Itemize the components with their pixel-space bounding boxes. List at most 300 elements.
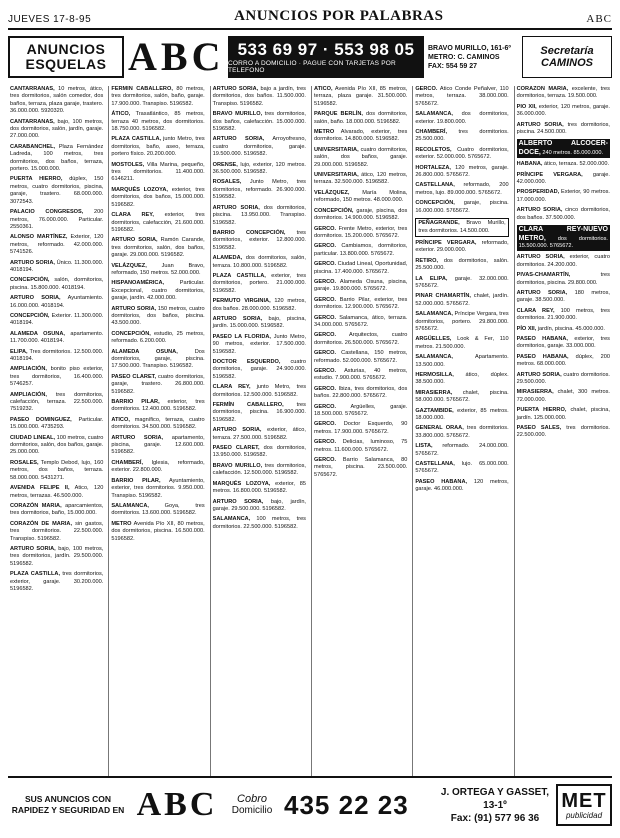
ad-text: Frente Metro, exterior, tres dormitorios. 15.200.000. 5765672.: [313, 225, 408, 239]
classified-column: [311, 86, 409, 778]
ad-text: Barrio Salamanca, 80 metros, piscina. 23.500.000. 5765672.: [313, 457, 408, 478]
classified-ad: [111, 417, 204, 432]
ad-text: Delicias, luminoso, 75 metros. 11.600.000. 5765672.: [313, 439, 408, 453]
ad-heading: ALAMEDA OSUNA,: [10, 330, 65, 337]
ad-heading: CLARA REY,: [111, 212, 154, 219]
ad-heading: ROSALES,: [212, 179, 242, 186]
ad-heading: PRÍNCIPE VERGARA,: [415, 239, 477, 246]
classified-ad: [517, 425, 610, 440]
ad-text: exterior, 120 metros, garaje. 36.000.000.: [516, 103, 610, 118]
classified-ad: [314, 439, 407, 454]
ad-text: Argüelles, garaje. 18.500.000. 5765672.: [313, 403, 408, 418]
classified-ad: [415, 461, 508, 476]
ad-text: apartamento. 11.700.000. 4018194.: [10, 330, 104, 345]
ad-text: reformado, exterior. 29.000.000.: [415, 239, 509, 254]
ad-heading: MIRASIERRA,: [415, 389, 453, 396]
classified-ad: [213, 255, 306, 270]
ad-text: dos dormitorios, salón, terraza. 10.800.000. 5196582.: [212, 255, 306, 269]
ad-text: garaje, piscina, dos dormitorios. 14.900.000. 5196582.: [313, 207, 408, 222]
ad-heading: ARTURO SORIA,: [212, 136, 265, 143]
ad-heading: GERCO.: [313, 385, 337, 392]
ad-text: apartamento, piscina, garaje. 12.600.000. 5196582.: [111, 434, 205, 456]
ad-text: bajo a jardín, tres dormitorios, dos baños. 11.500.000. Transpiso. 5196582.: [212, 86, 306, 107]
ad-heading: CASTELLANA,: [415, 461, 455, 468]
classified-ad: [10, 503, 103, 518]
ad-heading: ARTURO SORIA,: [10, 545, 56, 552]
classified-ad: [213, 316, 306, 331]
ad-text: tres dormitorios, dos baños, calefacción. 15.000.000. 5196582.: [212, 111, 306, 133]
ad-text: Salamanca, ático, terraza. 34.000.000. 5765672.: [313, 314, 408, 328]
classified-ad: [517, 104, 610, 119]
classified-ad: [111, 187, 204, 209]
ad-text: garaje, piscina. 16.000.000. 5765672.: [415, 200, 509, 214]
ad-text: chalet, jardín. 52.000.000. 5765672.: [415, 293, 509, 307]
classified-ad: [314, 226, 407, 241]
ad-text: Avenida Pío XII, 85 metros, terraza, plaza garaje. 31.500.000. 5196582.: [313, 86, 408, 107]
classified-ad: [111, 399, 204, 414]
classified-ad: [213, 499, 306, 514]
ad-heading: ARTURO SORIA,: [516, 254, 565, 261]
ad-text: Ayuntamiento, exterior, tres dormitorios. 9.950.000. Transpiso. 5196582.: [111, 477, 205, 499]
ad-text: Exterior. 11.300.000. 4018194.: [10, 312, 104, 327]
classified-ad: [314, 297, 407, 312]
ad-heading: CONCEPCIÓN,: [313, 207, 354, 214]
ad-heading: GERCO.: [313, 314, 337, 321]
ad-text: dos dormitorios. 15.500.000. 5765672.: [518, 235, 608, 249]
ad-text: 10 metros, ático, tres dormitorios, salón comedor, dos baños, terraza, plaza garaje, trastero. 36.000.000. 5920320.: [10, 86, 104, 115]
ad-text: lujo. 65.000.000. 5765672.: [415, 461, 509, 475]
classified-ad: [314, 86, 407, 108]
classified-ad: [111, 263, 204, 278]
ad-text: tres dormitorios, piscina. 24.500.000.: [516, 121, 610, 136]
classified-ad: [10, 546, 103, 568]
classified-ad: [314, 350, 407, 365]
classified-ad: [415, 200, 508, 215]
ad-text: magnífico, terraza, cuatro dormitorios. 34.500.000. 5196582.: [111, 416, 205, 431]
ad-heading: GAZTAMBIDE,: [415, 407, 454, 414]
classified-ad: [314, 208, 407, 223]
ad-heading: GERCO.: [313, 403, 337, 410]
ad-heading: HISPANOAMÉRICA,: [111, 280, 165, 287]
ad-heading: PRÍNCIPE VERGARA,: [516, 171, 583, 178]
ad-text: 100 metros, tres dormitorios. 21.900.000.: [516, 307, 610, 322]
ad-text: Dos dormitorios, garaje, piscina. 17.500.000. Transpiso. 5196582.: [111, 348, 205, 370]
classified-ad: [314, 457, 407, 479]
ad-text: Particular. 15.000.000. 4735293.: [10, 416, 104, 431]
classified-ad: [111, 349, 204, 371]
ad-text: tres dormitorios, calefacción, terraza. 22.500.000. 7519232.: [10, 391, 104, 413]
ad-heading: GERCO.: [313, 296, 337, 303]
classified-column: [108, 86, 206, 778]
abc-logo: ABC: [128, 34, 225, 79]
classified-ad: [517, 354, 610, 369]
ad-heading: CONCEPCIÓN,: [111, 330, 151, 337]
ad-text: Particular. Excepcional, cuatro dormitorios, garaje, jardín. 42.000.000.: [111, 280, 205, 302]
ad-text: bajo, jardín, garaje. 29.500.000. 5196582.: [212, 498, 306, 512]
ad-heading: CORAZÓN MARIA,: [516, 86, 569, 92]
ad-heading: PASEO SALES,: [516, 425, 562, 432]
classified-ad: [517, 139, 610, 158]
ad-text: ático, terraza. 52.000.000.: [544, 161, 609, 168]
ad-text: Alvarado, exterior, tres dormitorios. 14.800.000. 5196582.: [313, 129, 408, 143]
classified-ad: [517, 407, 610, 422]
classified-ad: [415, 218, 508, 237]
ad-heading: BARRIO PILAR,: [111, 477, 161, 484]
ad-text: Iglesia, reformado, exterior. 22.800.000.: [111, 459, 205, 474]
ad-heading: DOCTOR ESQUERDO,: [212, 359, 281, 365]
ad-heading: CANTARRANAS,: [10, 86, 55, 92]
ad-heading: MARQUÉS LOZOYA,: [111, 186, 168, 193]
ad-text: exterior, tres dormitorios. 12.400.000. 5196582.: [111, 399, 205, 413]
ad-heading: ARGÜELLES,: [415, 336, 452, 343]
ad-text: reformado. 24.000.000. 5765672.: [415, 443, 509, 457]
classified-ad: [111, 162, 204, 184]
ad-heading: ALAMEDA OSUNA,: [111, 348, 178, 355]
ad-text: dos dormitorios, salón. 25.500.000.: [415, 257, 509, 272]
ad-text: tres dormitorios. 25.500.000.: [415, 129, 509, 143]
classified-ad: [415, 165, 508, 180]
ad-text: Atico, 120 metros, terrazas. 46.500.000.: [10, 485, 104, 499]
ad-heading: ALAMEDA,: [212, 255, 243, 262]
ad-text: Castellana, 150 metros, reformado. 52.000.000. 5765672.: [313, 350, 408, 364]
ad-text: chalet, piscina. 58.000.000. 5765672.: [415, 389, 509, 404]
ad-heading: LA ELIPA,: [415, 275, 448, 282]
phone-numbers: 533 69 97 · 553 98 05: [237, 40, 415, 59]
phone-subtitle: CORRO A DOMICILIO · PAGUE CON TARJETAS POR TELEFONO: [228, 60, 396, 74]
classified-ad: [213, 298, 306, 313]
ad-heading: GERCO.: [313, 261, 337, 268]
ad-heading: PARQUE BERLÍN,: [313, 111, 363, 118]
ad-text: Exterior, 90 metros. 17.000.000.: [516, 189, 610, 203]
classified-ad: [213, 230, 306, 252]
classified-ad: [10, 119, 103, 141]
ad-heading: ATICO,: [111, 416, 130, 423]
ad-heading: BRAVO MURILLO,: [212, 111, 263, 118]
classified-ad: [10, 209, 103, 231]
ad-heading: AVENIDA FELIPE II,: [10, 485, 70, 492]
classified-ad: [10, 260, 103, 275]
classified-ad: [415, 479, 508, 494]
ad-heading: GERCO.: [313, 225, 337, 232]
ad-heading: ATICO,: [313, 86, 333, 92]
ad-heading: PASEO HABANA,: [516, 353, 569, 360]
ad-text: tres dormitorios. 33.800.000. 5765672.: [415, 425, 509, 439]
ad-text: 240 metros. 85.000.000.: [542, 149, 604, 156]
classified-ad: [415, 86, 508, 108]
ad-heading: ARTURO SORIA,: [516, 371, 562, 378]
ad-heading: CONCEPCIÓN,: [415, 200, 455, 207]
classified-ad: [415, 425, 508, 440]
ad-heading: MIRASIERRA,: [516, 389, 554, 396]
ad-text: dos dormitorios, 13.950.000. 5196582.: [212, 445, 306, 459]
ad-heading: SALAMANCA,: [415, 111, 453, 118]
brand-label: ABC: [586, 13, 612, 25]
ad-text: 80 metros, tres dormitorios, salón, baño, garaje. 17.900.000. Transpiso. 5196582.: [111, 86, 205, 107]
classified-ad: [415, 311, 508, 333]
classified-ad: [517, 372, 610, 387]
ad-heading: PUERTA HIERRO,: [10, 176, 63, 183]
classified-ad: [213, 273, 306, 295]
classified-ad: [517, 189, 610, 204]
ad-text: Alameda Osuna, piscina, garaje. 19.800.000. 5765672.: [313, 278, 408, 293]
classified-ad: [213, 136, 306, 158]
ad-text: reformado, 200 metros, lujo. 89.000.000. 5765672.: [415, 182, 509, 196]
ad-text: cuatro dormitorios, salón, dos baños, garaje. 29.000.000. 5196582.: [313, 146, 408, 168]
ad-heading: PLAZA CASTILLA,: [111, 136, 162, 143]
classified-ad: [10, 295, 103, 310]
classified-ad: [111, 111, 204, 133]
classified-ad: [517, 225, 610, 251]
ad-text: cuatro dormitorios, garaje. 24.900.000. 5196582.: [212, 359, 306, 380]
ad-heading: AMPLIACIÓN,: [10, 366, 47, 373]
classified-ad: [111, 280, 204, 302]
classified-ad: [10, 331, 103, 346]
ad-text: exterior, tres dormitorios, portero. 21.000.000. 5196582.: [212, 272, 306, 294]
ad-text: aparcamientos, tres dormitorios, baño, 15.000.000.: [10, 502, 104, 517]
ad-text: excelente, tres dormitorios, terraza. 19.500.000.: [516, 86, 610, 100]
ad-heading: BARRIO CONCEPCIÓN,: [212, 229, 286, 236]
classified-ad: [10, 313, 103, 328]
ad-heading: CHAMBERÍ,: [415, 129, 448, 136]
ad-text: junto Metro, tres dormitorios. 12.500.000. 5196582.: [212, 384, 306, 398]
classified-ad: [111, 521, 204, 543]
classified-ad: [213, 179, 306, 201]
ad-heading: AMPLIACIÓN,: [10, 391, 47, 398]
classified-ad: [213, 516, 306, 531]
classified-ad: [213, 86, 306, 108]
ad-text: tres dormitorios, calefacción. 12.500.000. 5196582.: [212, 462, 306, 477]
classified-ad: [213, 111, 306, 133]
masthead: [8, 34, 612, 80]
ad-text: 150 metros, cuatro dormitorios, dos baños, piscina. 43.500.000.: [111, 305, 205, 327]
footer-address: J. ORTEGA Y GASSET, 13-1º Fax: (91) 577 96 36: [440, 786, 550, 824]
ad-heading: LISTA,: [415, 443, 433, 450]
classified-ad: [314, 243, 407, 258]
ad-text: Ático Conde Peñalver, 110 metros, terraza. 38.000.000. 5765672.: [415, 86, 509, 107]
ad-heading: ARTURO SORIA,: [111, 305, 157, 312]
section-title: ANUNCIOS POR PALABRAS: [234, 8, 444, 24]
ad-heading: SALAMANCA,: [111, 502, 149, 509]
classified-ad: [213, 402, 306, 424]
ad-heading: GERCO.: [415, 86, 438, 92]
classified-ad: [517, 336, 610, 351]
classified-ad: [314, 279, 407, 294]
ad-text: tres dormitorios, exterior, garaje. 30.200.000. 5196582.: [10, 571, 104, 592]
ad-text: Juan Bravo, reformado, 150 metros. 52.000.000.: [111, 262, 205, 276]
ad-text: garaje. 42.000.000.: [516, 171, 610, 186]
classified-ad: [415, 408, 508, 423]
ad-text: Avenida Pío XII, 80 metros, dos dormitorios, piscina. 16.500.000. 5196582.: [111, 520, 205, 542]
classified-ad: [415, 443, 508, 458]
ad-heading: CLARA REY-NUEVO METRO,: [518, 226, 608, 242]
ad-heading: PEÑAGRANDE,: [418, 220, 460, 227]
ad-text: lujo, exterior, 120 metros. 36.500.000. 5196582.: [212, 161, 306, 176]
ad-text: chalet, piscina, jardín. 125.000.000.: [516, 407, 610, 421]
classified-ad: [111, 136, 204, 158]
ad-text: Ibiza, tres dormitorios, dos baños. 22.800.000. 5765672.: [313, 385, 408, 400]
ad-heading: GERCO.: [313, 332, 337, 339]
classified-ad: [517, 207, 610, 222]
ad-heading: PASEO LA FLORIDA,: [212, 333, 271, 340]
ad-text: exterior, 85 metros. 18.000.000.: [415, 407, 509, 422]
ad-text: Villa Marina, pequeño, tres dormitorios. 11.400.000. 6146211.: [111, 161, 205, 183]
ad-heading: PERMUTO VIRGINIA,: [212, 298, 271, 305]
ad-heading: CORAZÓN DE MARIA,: [10, 520, 73, 527]
ad-text: bonito piso exterior, tres dormitorios, 16.400.000. 5746257.: [10, 366, 104, 388]
ad-heading: CARABANCHEL,: [10, 143, 56, 150]
ad-heading: PASEO HABANA,: [415, 478, 468, 485]
ad-heading: PALACIO CONGRESOS,: [10, 209, 84, 216]
classified-ad: [213, 427, 306, 442]
ad-text: jardín, piscina. 45.000.000.: [537, 325, 605, 332]
ad-text: 100 metros, tres dormitorios. 22.500.000. 5196582.: [212, 516, 306, 530]
ad-text: ático, dúplex. 38.500.000.: [415, 372, 509, 386]
classified-ad: [415, 336, 508, 351]
ad-heading: CANTARRANAS,: [10, 118, 55, 125]
ad-heading: ARTURO SORIA,: [212, 498, 264, 505]
classified-ad: [213, 162, 306, 177]
classified-ad: [517, 308, 610, 323]
ad-text: ático, 120 metros, terraza. 32.500.000. 5196582.: [313, 172, 408, 186]
ad-text: Único. 11.300.000. 4018194.: [10, 259, 104, 273]
ad-text: Asturias, 40 metros, estudio. 7.900.000. 5765672.: [313, 368, 408, 382]
ad-text: bajo, 100 metros, tres dormitorios, jardín. 29.500.000. 5196582.: [10, 545, 104, 567]
ad-text: 120 metros, dos baños. 28.000.000. 5196582.: [212, 298, 306, 312]
ad-heading: HERMOSILLA,: [415, 372, 454, 378]
ad-heading: MOSTOLES,: [111, 161, 145, 168]
classified-ad: [314, 172, 407, 187]
classified-ad: [213, 463, 306, 478]
ad-heading: ARTURO SORIA,: [516, 289, 568, 296]
ad-heading: FERMÍN CABALLERO,: [212, 402, 284, 409]
classified-column: [8, 86, 105, 778]
classified-ad: [517, 161, 610, 168]
ad-heading: ROSALES,: [10, 459, 39, 466]
ad-heading: ALBERTO ALCOCER-DOCE,: [518, 140, 608, 156]
ad-heading: ARTURO SORIA,: [111, 434, 164, 441]
ad-heading: GERCO.: [313, 368, 337, 374]
ad-heading: CHAMBERÍ,: [111, 459, 144, 466]
classified-ad: [10, 571, 103, 593]
ad-heading: PINAR CHAMARTÍN,: [415, 293, 471, 300]
classified-ad: [10, 366, 103, 388]
ad-text: 100 metros, cuatro dormitorios, salón, dos baños, garaje. 25.000.000.: [10, 434, 104, 456]
ad-text: sin gastos, tres dormitorios. 22.500.000. Transpiso. 5196582.: [10, 520, 104, 542]
ad-heading: GERCO.: [313, 243, 337, 250]
ad-text: exterior, 85 metros. 16.800.000. 5196582.: [212, 480, 306, 495]
ad-text: dúplex, 150 metros, cuatro dormitorios, piscina, garaje, trastero. 68.000.000. 3072543.: [10, 176, 104, 205]
ad-heading: GENERAL ORAA,: [415, 425, 464, 432]
ad-text: bajo, piscina, jardín. 15.000.000. 5196582.: [212, 315, 306, 330]
ad-text: Ramón Carande, tres dormitorios, salón, dos baños, garaje. 29.000.000. 5196582.: [111, 237, 205, 259]
ad-heading: PÍO XII,: [516, 325, 537, 332]
classified-ad: [517, 389, 610, 404]
classified-ad: [10, 176, 103, 206]
ad-text: junto Metro, tres dormitorios, baño, aseo, terraza, portero físico. 20.200.000.: [111, 136, 205, 158]
ad-heading: PLAZA CASTILLA,: [10, 571, 61, 578]
classified-ad: [314, 147, 407, 169]
ad-heading: CLARA REY,: [212, 384, 251, 391]
ad-text: exterior, tres dormitorios, garaje. 33.000.000.: [516, 335, 610, 350]
ad-text: Look & Fer, 110 metros. 21.500.000.: [415, 336, 509, 350]
footer-phone-number: 435 22 23: [284, 789, 409, 820]
ad-heading: GERCO.: [313, 278, 337, 285]
classified-ad: [314, 315, 407, 330]
classified-ad: [111, 374, 204, 396]
ad-heading: HABANA,: [516, 161, 543, 168]
ad-heading: ARTURO SORIA,: [212, 204, 260, 211]
ad-heading: PUERTA HIERRO,: [516, 407, 567, 414]
ad-text: bajo, 100 metros, dos dormitorios, salón, jardín, garaje. 27.000.000.: [10, 118, 104, 140]
ad-text: garaje. 32.000.000. 5765672.: [415, 275, 509, 289]
ad-text: Príncipe Vergara, tres dormitorios, portero. 29.800.000. 5765672.: [415, 311, 509, 332]
classified-ad: [10, 144, 103, 174]
classified-ad: [415, 182, 508, 197]
classified-ad: [314, 404, 407, 419]
ad-heading: ARTURO SORIA,: [111, 237, 158, 244]
classified-ad: [10, 277, 103, 292]
classified-ad: [111, 503, 204, 518]
ad-heading: ARTURO SORIA,: [212, 315, 263, 322]
ad-text: exterior, cuatro dormitorios. 24.200.000.: [516, 254, 610, 268]
ad-heading: PROSPERIDAD,: [516, 189, 560, 196]
ad-heading: PASEO DOMINGUEZ,: [10, 416, 72, 423]
ad-text: 120 metros, garaje. 26.800.000. 5765672.: [415, 164, 509, 179]
ad-heading: CORAZÓN MARIA,: [10, 502, 62, 509]
ad-text: Cambiamos, dormitorios, particular. 13.800.000. 5765672.: [313, 243, 408, 257]
page-header: [8, 6, 612, 30]
classified-ad: [415, 258, 508, 273]
classified-ad: [111, 331, 204, 346]
classified-ad: [10, 460, 103, 482]
ad-text: Arquitectos, cuatro dormitorios. 26.500.000. 5765672.: [313, 332, 408, 346]
classified-ad: [111, 212, 204, 234]
classified-ad: [213, 445, 306, 460]
classified-ad: [517, 326, 610, 333]
ad-heading: RETIRO,: [415, 257, 438, 264]
classified-ad: [314, 332, 407, 347]
ad-heading: HORTALEZA,: [415, 164, 451, 171]
classified-ad: [314, 421, 407, 436]
ad-heading: GERCO.: [313, 421, 337, 428]
ad-heading: PIVAS-CHAMARTÍN,: [516, 272, 571, 279]
classified-ad: [111, 86, 204, 108]
classified-ad: [314, 368, 407, 383]
classified-ad: [415, 372, 508, 387]
ad-text: Templo Debod, lujo, 160 metros, dos baños, terraza. 58.000.000. 5431271.: [10, 459, 104, 481]
classified-ad: [517, 122, 610, 137]
classified-ad: [10, 349, 103, 364]
ad-heading: UNIVERSITARIA,: [313, 146, 359, 153]
classified-column: [514, 86, 612, 778]
ad-text: tres dormitorios, exterior. 12.800.000. 5196582.: [212, 229, 306, 251]
ad-text: Doctor Esquerdo, 90 metros. 17.900.000. 5765672.: [313, 421, 408, 435]
ad-heading: BRAVO MURILLO,: [212, 462, 263, 469]
ad-text: dos dormitorios, piscina. 13.950.000. Transpiso. 5196582.: [212, 204, 306, 226]
ad-text: Arroyofresno, cuatro dormitorios, garaje. 19.500.000. 5196582.: [212, 136, 306, 158]
classified-ad: [213, 481, 306, 496]
ad-heading: PLAZA CASTILLA,: [212, 272, 266, 279]
ad-heading: SALAMANCA,: [415, 311, 453, 318]
classified-ad: [517, 86, 610, 101]
ad-heading: CONCEPCIÓN,: [10, 277, 50, 284]
ad-text: dos dormitorios, salón, baño. 18.000.000. 5196582.: [313, 111, 408, 125]
ad-heading: ARTURO SORIA,: [212, 427, 262, 434]
classified-ad: [10, 234, 103, 256]
office-address: BRAVO MURILLO, 161-6º METRO: C. CAMINOS FAX: 554 59 27: [428, 44, 511, 70]
classified-ad: [314, 261, 407, 276]
ad-text: Trasatlántico, 85 metros, terraza 40 metros, dos dormitorios. 18.750.000. 5196582.: [111, 111, 205, 133]
